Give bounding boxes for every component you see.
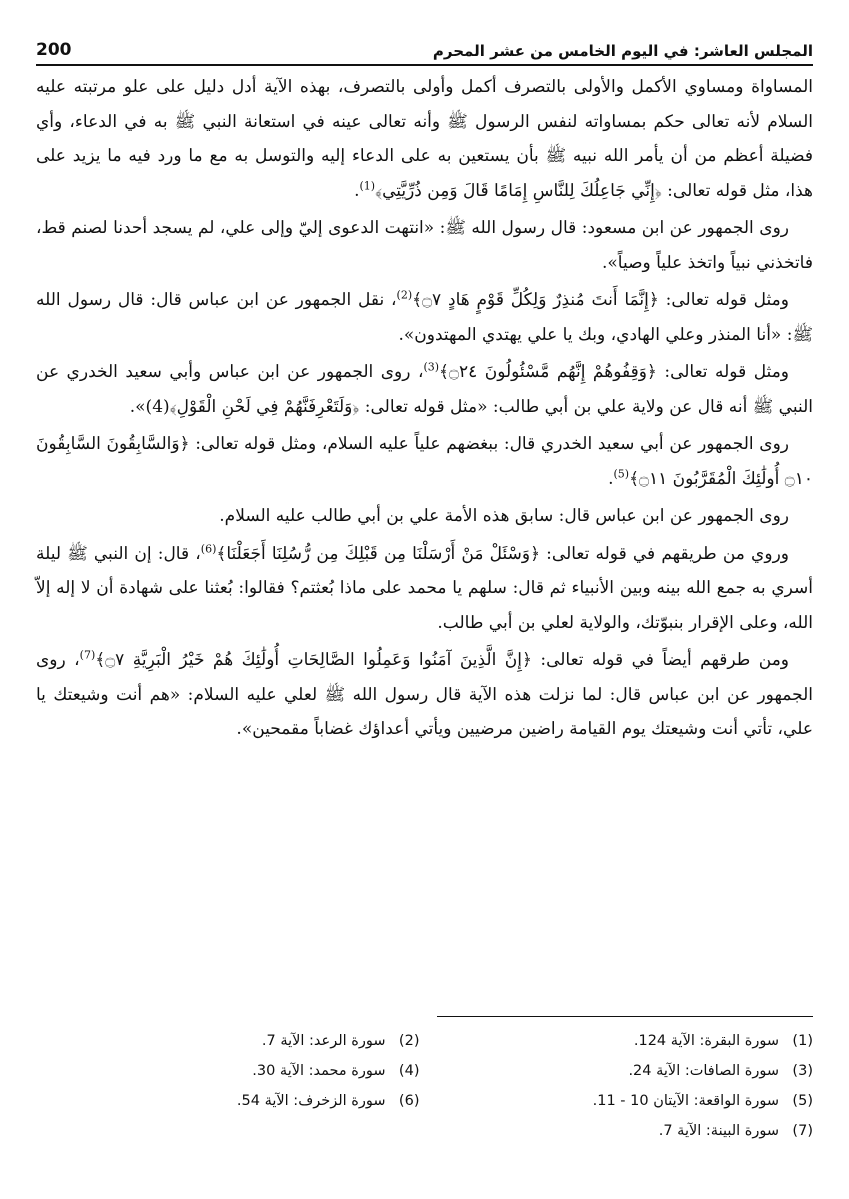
footnote: (4)سورة محمد: الآية 30. [252, 1063, 420, 1079]
footnote: (6)سورة الزخرف: الآية 54. [236, 1093, 420, 1109]
paragraph: روى الجمهور عن أبي سعيد الخدري قال: ببغضهم علياً عليه السلام، ومثل قوله تعالى: ﴿وَالسَّابِقُونَ السَّابِقُونَ ۝١٠ أُولَٰئِكَ الْمُقَرَّبُونَ ۝١١﴾$^{(5)}$. [36, 434, 813, 489]
paragraph: ومثل قوله تعالى: ﴿وَقِفُوهُمْ إِنَّهُم مَّسْئُولُونَ ۝٢٤﴾$^{(3)}$، روى الجمهور عن ابن عباس وأبي سعيد الخدري عن النبي ﷺ أنه قال عن ولاية علي بن أبي طالب: «مثل قوله تعالى: ﴿وَلَتَعْرِفَنَّهُمْ فِي لَحْنِ الْقَوْلِ﴾(4)». [36, 360, 813, 417]
paragraph: وروي من طريقهم في قوله تعالى: ﴿وَسْئَلْ مَنْ أَرْسَلْنَا مِن قَبْلِكَ مِن رُّسُلِنَا أَجَعَلْنَا﴾$^{(6)}$، قال: إن النبي ﷺ ليلة أسري به جمع الله بينه وبين الأنبياء ثم قال: سلهم يا محمد على ماذا بُعثتم؟ فقالوا: بُعثنا على شهادة أن لا إله إلاّ الله، وعلى الإقرار بنبوّتك، والولاية لعلي بن أبي طالب. [36, 541, 813, 633]
footnote: (7)سورة البينة: الآية 7. [658, 1123, 813, 1139]
page-header [36, 28, 813, 66]
page-number: 200 [36, 40, 72, 60]
paragraph: روى الجمهور عن ابن عباس قال: سابق هذه الأمة علي بن أبي طالب عليه السلام. [219, 506, 789, 526]
body-text [36, 70, 813, 750]
footnote: (5)سورة الواقعة: الآيتان 10 - 11. [592, 1093, 813, 1109]
paragraph: ومثل قوله تعالى: ﴿إِنَّمَا أَنتَ مُنذِرٌ وَلِكُلِّ قَوْمٍ هَادٍ ۝٧﴾$^{(2)}$، نقل الجمهور عن ابن عباس قال: قال رسول الله ﷺ: «أنا المنذر وعلي الهادي، وبك يا علي يهتدي المهتدون». [36, 288, 813, 345]
footnote: (3)سورة الصافات: الآية 24. [628, 1063, 813, 1079]
paragraph: المساواة ومساوي الأكمل والأولى بالتصرف أكمل وأولى بالتصرف، بهذه الآية أدل دليل على علو مرتبته عليه السلام لأنه تعالى حكم بمساواته لنفس الرسول ﷺ وأنه تعالى عينه في استعانة النبي ﷺ به في الدعاء، وأي فضيلة أعظم من أن يأمر الله نبيه ﷺ بأن يستعين به على الدعاء إليه والتوسل به مع ما ورد فيه ما يزيد على هذا، مثل قوله تعالى: ﴿إِنِّي جَاعِلُكَ لِلنَّاسِ إِمَامًا قَالَ وَمِن ذُرِّيَّتِي﴾$^{(1)}$. [36, 77, 813, 201]
paragraph: روى الجمهور عن ابن مسعود: قال رسول الله ﷺ: «انتهت الدعوى إليّ وإلى علي، لم يسجد أحدنا لصنم قط، فاتخذني نبياً واتخذ علياً وصياً». [36, 218, 813, 273]
footnote: (2)سورة الرعد: الآية 7. [261, 1033, 420, 1049]
footnote-divider [437, 1016, 813, 1017]
footnote: (1)سورة البقرة: الآية 124. [633, 1033, 813, 1049]
footnotes [36, 1028, 813, 1144]
paragraph: ومن طرقهم أيضاً في قوله تعالى: ﴿إِنَّ الَّذِينَ آمَنُوا وَعَمِلُوا الصَّالِحَاتِ أُولَٰئِكَ هُمْ خَيْرُ الْبَرِيَّةِ ۝٧﴾$^{(7)}$، روى الجمهور عن ابن عباس قال: لما نزلت هذه الآية قال رسول الله ﷺ لعلي عليه السلام: «هم أنت وشيعتك يا علي، تأتي أنت وشيعتك يوم القيامة راضين مرضيين ويأتي أعداؤك غضاباً مقمحين». [36, 648, 813, 739]
running-title: المجلس العاشر: في اليوم الخامس من عشر المحرم [432, 42, 813, 60]
